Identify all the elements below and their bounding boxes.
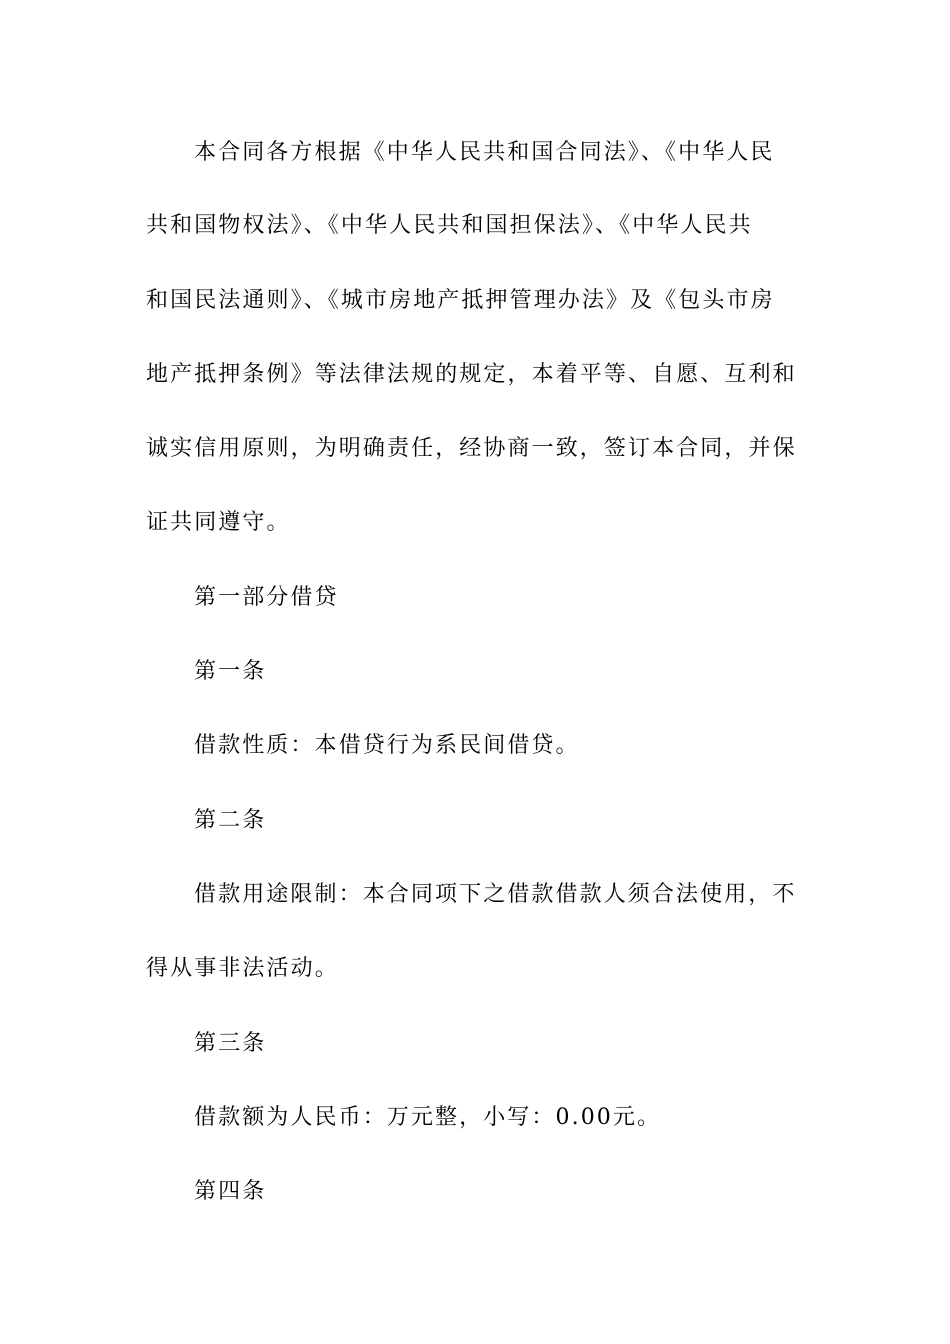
- preamble-line-2: 共和国物权法》、《中华人民共和国担保法》、《中华人民共: [146, 213, 753, 238]
- article2-line-1: 借款用途限制：本合同项下之借款借款人须合法使用，不: [194, 882, 797, 907]
- article2-heading: 第二条: [194, 808, 267, 833]
- part1-heading: 第一部分借贷: [194, 585, 339, 610]
- preamble-line-5: 诚实信用原则，为明确责任，经协商一致，签订本合同，并保: [146, 436, 797, 461]
- preamble-line-3: 和国民法通则》、《城市房地产抵押管理办法》及《包头市房: [146, 288, 775, 313]
- article1-heading: 第一条: [194, 659, 267, 684]
- article4-heading: 第四条: [194, 1179, 267, 1204]
- preamble-line-6: 证共同遵守。: [146, 510, 291, 535]
- article3-text: 借款额为人民币：万元整，小写：0.00元。: [194, 1105, 662, 1130]
- article1-text: 借款性质：本借贷行为系民间借贷。: [194, 733, 580, 758]
- article3-heading: 第三条: [194, 1031, 267, 1056]
- preamble-line-1: 本合同各方根据《中华人民共和国合同法》、《中华人民: [194, 140, 775, 165]
- article2-line-2: 得从事非法活动。: [146, 956, 339, 981]
- preamble-line-4: 地产抵押条例》等法律法规的规定，本着平等、自愿、互利和: [146, 362, 797, 387]
